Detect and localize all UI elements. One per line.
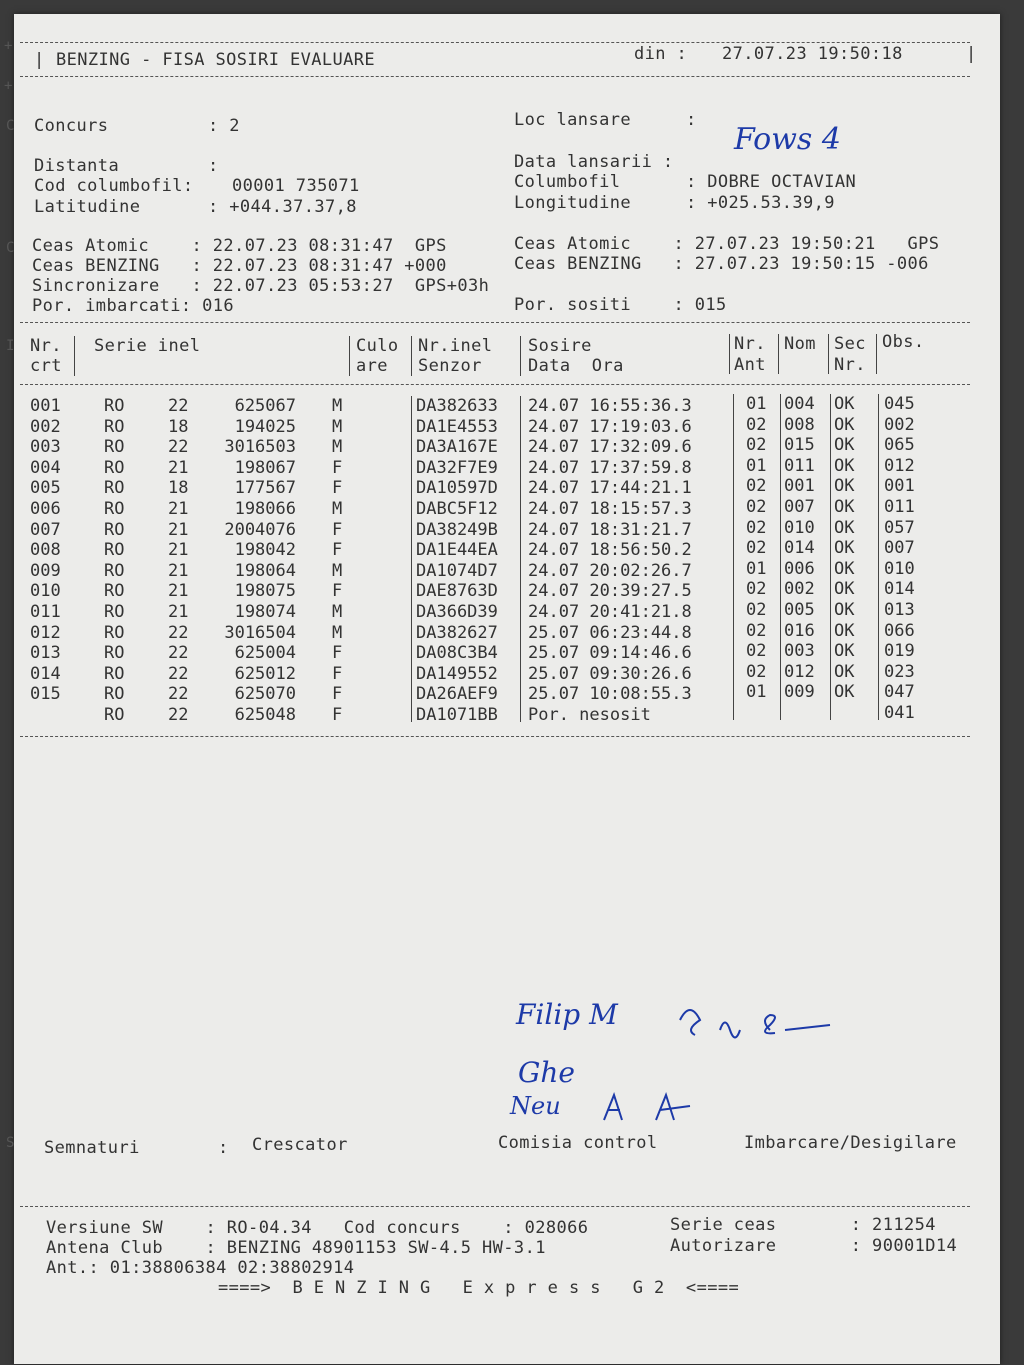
- cell-nr: 008: [30, 540, 61, 561]
- cell-sosire: 24.07 18:15:57.3: [528, 499, 692, 519]
- longitudine-value: : +025.53.39,9: [686, 193, 835, 213]
- signature-line-1: Filip M: [516, 998, 618, 1031]
- header-bar-left: |: [34, 50, 45, 70]
- cell-sec: OK: [834, 497, 855, 517]
- signature-line-2: Ghe: [518, 1056, 575, 1089]
- cell-tara: RO: [104, 643, 125, 664]
- separator-line: [20, 322, 970, 323]
- col-header-ant: Ant: [734, 355, 766, 375]
- cell-obs: 041: [884, 703, 915, 723]
- cell-ant: 02: [746, 414, 767, 435]
- serie-ceas: Serie ceas : 211254: [670, 1215, 936, 1235]
- cell-inel: 198075: [234, 581, 296, 602]
- cell-an: 21: [168, 602, 189, 622]
- cell-obs: 045: [884, 394, 915, 414]
- cell-sex: F: [332, 540, 343, 561]
- ceas-benzing-end: Ceas BENZING : 27.07.23 19:50:15 -006: [514, 254, 929, 274]
- col-separator: [876, 334, 877, 374]
- semnaturi-sep: :: [218, 1138, 229, 1158]
- col-header-serie-inel: Serie inel: [94, 336, 201, 356]
- cell-tara: RO: [104, 622, 125, 643]
- cell-obs: 002: [884, 414, 915, 435]
- cell-obs: 001: [884, 476, 915, 497]
- cell-sec: OK: [834, 517, 855, 538]
- cell-senzor: DA26AEF9: [416, 684, 498, 705]
- col-header-culoare: Culo: [356, 336, 399, 356]
- cell-senzor: DA1071BB: [416, 705, 498, 725]
- cell-inel: 198074: [234, 602, 296, 622]
- autorizare: Autorizare : 90001D14: [670, 1236, 958, 1256]
- cell-tara: RO: [104, 684, 125, 705]
- concurs-value: : 2: [208, 116, 240, 136]
- ceas-benzing-start: Ceas BENZING : 22.07.23 08:31:47 +000: [32, 256, 447, 276]
- cell-an: 21: [168, 540, 189, 561]
- cell-senzor: DA3A167E: [416, 437, 498, 458]
- cell-ant: 02: [746, 497, 767, 517]
- cell-ant: 02: [746, 661, 767, 682]
- col-header-nom: Nom: [784, 334, 816, 354]
- columbofil-value: : DOBRE OCTAVIAN: [686, 172, 857, 192]
- distanta-sep: :: [208, 156, 219, 176]
- cell-inel: 3016503: [224, 437, 296, 458]
- cell-nom: 010: [784, 517, 815, 538]
- separator-line: [20, 736, 970, 737]
- col-header-culoare-2: are: [356, 356, 388, 376]
- cell-an: 22: [168, 684, 189, 705]
- cell-sex: M: [332, 416, 343, 437]
- cell-an: 21: [168, 519, 189, 540]
- cell-sex: F: [332, 705, 343, 725]
- cell-sec: OK: [834, 579, 855, 600]
- loc-lansare-handwritten: Fows 4: [734, 122, 841, 157]
- cell-sec: OK: [834, 538, 855, 559]
- col-separator: [349, 336, 350, 376]
- cell-ant: 01: [746, 455, 767, 476]
- loc-lansare-sep: :: [686, 110, 697, 130]
- margin-mark: +: [4, 38, 13, 54]
- col-header-crt: crt: [30, 356, 62, 376]
- latitudine-value: : +044.37.37,8: [208, 197, 357, 217]
- margin-mark: S: [6, 1135, 15, 1151]
- cell-nom: 001: [784, 476, 815, 497]
- cell-sosire: 24.07 18:56:50.2: [528, 540, 692, 561]
- col-header-data-ora: Data Ora: [528, 356, 624, 376]
- cell-nom: 011: [784, 455, 815, 476]
- cell-nom: 005: [784, 600, 815, 620]
- cell-ant: 02: [746, 538, 767, 559]
- margin-mark: C: [6, 118, 15, 134]
- cell-an: 21: [168, 499, 189, 519]
- separator-line: [20, 1206, 970, 1207]
- versiune-sw: Versiune SW : RO-04.34 Cod concurs : 028066: [46, 1218, 589, 1238]
- cell-ant: 02: [746, 476, 767, 497]
- separator-line: [20, 76, 970, 77]
- cell-an: 21: [168, 560, 189, 581]
- cell-sec: OK: [834, 682, 855, 703]
- ceas-atomic-start: Ceas Atomic : 22.07.23 08:31:47 GPS: [32, 236, 447, 256]
- cell-sec: OK: [834, 435, 855, 456]
- data-lansarii-label: Data lansarii :: [514, 152, 674, 172]
- longitudine-label: Longitudine: [514, 193, 631, 213]
- cell-nom: 003: [784, 641, 815, 662]
- cell-senzor: DAE8763D: [416, 581, 498, 602]
- cell-senzor: DA366D39: [416, 602, 498, 622]
- cell-sosire: 24.07 17:32:09.6: [528, 437, 692, 458]
- cell-nr: 005: [30, 478, 61, 499]
- signature-scribble: [596, 1090, 716, 1130]
- page-title: BENZING - FISA SOSIRI EVALUARE: [56, 50, 376, 70]
- separator-line: [20, 384, 970, 385]
- cell-sec: OK: [834, 414, 855, 435]
- cell-nom: 012: [784, 661, 815, 682]
- col-separator: [520, 396, 521, 722]
- cell-an: 21: [168, 581, 189, 602]
- col-separator: [778, 334, 779, 374]
- sincronizare: Sincronizare : 22.07.23 05:53:27 GPS+03h: [32, 276, 490, 296]
- margin-mark: I: [6, 338, 15, 354]
- cell-obs: 065: [884, 435, 915, 456]
- cell-tara: RO: [104, 663, 125, 684]
- semnaturi-label: Semnaturi: [44, 1138, 140, 1158]
- cell-senzor: DA382633: [416, 396, 498, 416]
- cell-an: 22: [168, 663, 189, 684]
- latitudine-label: Latitudine: [34, 197, 141, 217]
- cell-sec: OK: [834, 600, 855, 620]
- col-separator: [729, 334, 730, 374]
- cell-ant: 02: [746, 620, 767, 641]
- cell-an: 22: [168, 705, 189, 725]
- cell-inel: 198067: [234, 457, 296, 478]
- col-header-obs: Obs.: [882, 332, 925, 352]
- cell-sex: F: [332, 684, 343, 705]
- cell-nr: 009: [30, 560, 61, 581]
- cell-ant: 02: [746, 435, 767, 456]
- cell-sosire: 24.07 17:37:59.8: [528, 457, 692, 478]
- cell-sosire: 25.07 09:14:46.6: [528, 643, 692, 664]
- cell-sex: F: [332, 663, 343, 684]
- cell-sosire: 25.07 06:23:44.8: [528, 622, 692, 643]
- cell-ant: 02: [746, 600, 767, 620]
- cell-tara: RO: [104, 416, 125, 437]
- cell-sex: M: [332, 499, 343, 519]
- cell-tara: RO: [104, 437, 125, 458]
- cell-inel: 625070: [234, 684, 296, 705]
- antene: Ant.: 01:38806384 02:38802914: [46, 1258, 355, 1278]
- cell-sec: OK: [834, 455, 855, 476]
- print-date: 27.07.23 19:50:18: [722, 44, 903, 64]
- cell-tara: RO: [104, 560, 125, 581]
- cell-inel: 2004076: [224, 519, 296, 540]
- cell-inel: 625012: [234, 663, 296, 684]
- cell-nr: 014: [30, 663, 61, 684]
- concurs-label: Concurs: [34, 116, 109, 136]
- cell-obs: 012: [884, 455, 915, 476]
- col-header-senzor: Senzor: [418, 356, 482, 376]
- cell-sosire: Por. nesosit: [528, 705, 651, 725]
- cell-obs: 047: [884, 682, 915, 703]
- cell-senzor: DA149552: [416, 663, 498, 684]
- cell-tara: RO: [104, 457, 125, 478]
- cell-sosire: 24.07 20:39:27.5: [528, 581, 692, 602]
- porumbei-sositi: Por. sositi : 015: [514, 295, 727, 315]
- cell-nr: 015: [30, 684, 61, 705]
- cell-nr: 004: [30, 457, 61, 478]
- cell-sosire: 24.07 17:44:21.1: [528, 478, 692, 499]
- cod-columbofil-label: Cod columbofil:: [34, 176, 194, 196]
- cell-obs: 023: [884, 661, 915, 682]
- antena-club: Antena Club : BENZING 48901153 SW-4.5 HW-3.1: [46, 1238, 546, 1258]
- cell-nr: 003: [30, 437, 61, 458]
- porumbei-imbarcati: Por. imbarcati: 016: [32, 296, 235, 316]
- cell-sosire: 24.07 20:02:26.7: [528, 560, 692, 581]
- col-header-nr-inel: Nr.inel: [418, 336, 493, 356]
- cell-obs: 057: [884, 517, 915, 538]
- cell-inel: 625067: [234, 396, 296, 416]
- cell-sex: M: [332, 560, 343, 581]
- col-header-sec: Sec: [834, 334, 866, 354]
- cell-ant: 01: [746, 394, 767, 414]
- cell-inel: 625048: [234, 705, 296, 725]
- cell-obs: 013: [884, 600, 915, 620]
- cell-nr: 013: [30, 643, 61, 664]
- cell-sosire: 25.07 09:30:26.6: [528, 663, 692, 684]
- cell-sex: M: [332, 602, 343, 622]
- date-label: din :: [634, 44, 688, 64]
- crescator-label: Crescator: [252, 1135, 348, 1155]
- cell-sex: M: [332, 437, 343, 458]
- cell-nom: 014: [784, 538, 815, 559]
- cell-obs: 019: [884, 641, 915, 662]
- col-header-sec-nr: Nr.: [834, 355, 866, 375]
- cell-sosire: 25.07 10:08:55.3: [528, 684, 692, 705]
- cell-obs: 011: [884, 497, 915, 517]
- cell-obs: 066: [884, 620, 915, 641]
- cell-sex: F: [332, 519, 343, 540]
- cell-senzor: DA1E44EA: [416, 540, 498, 561]
- col-separator: [411, 396, 412, 722]
- signature-line-3: Neu: [510, 1092, 561, 1120]
- margin-mark: C: [6, 240, 15, 256]
- col-separator: [878, 394, 879, 720]
- cell-ant: 01: [746, 558, 767, 579]
- cell-an: 18: [168, 478, 189, 499]
- cell-senzor: DA1E4553: [416, 416, 498, 437]
- cell-tara: RO: [104, 499, 125, 519]
- cell-inel: 3016504: [224, 622, 296, 643]
- comisia-control-label: Comisia control: [498, 1133, 658, 1153]
- cell-sex: F: [332, 457, 343, 478]
- cell-sosire: 24.07 18:31:21.7: [528, 519, 692, 540]
- col-separator: [74, 336, 75, 376]
- cell-senzor: DA10597D: [416, 478, 498, 499]
- cell-nom: 016: [784, 620, 815, 641]
- cell-sex: F: [332, 643, 343, 664]
- cell-senzor: DA1074D7: [416, 560, 498, 581]
- brand-line: ====> B E N Z I N G E x p r e s s G 2 <====: [218, 1278, 740, 1298]
- cell-sosire: 24.07 17:19:03.6: [528, 416, 692, 437]
- col-separator: [733, 394, 734, 720]
- cell-sosire: 24.07 16:55:36.3: [528, 396, 692, 416]
- cell-sec: OK: [834, 476, 855, 497]
- cell-an: 22: [168, 643, 189, 664]
- cell-ant: 02: [746, 641, 767, 662]
- cell-senzor: DA382627: [416, 622, 498, 643]
- cell-an: 22: [168, 396, 189, 416]
- cell-nom: 006: [784, 558, 815, 579]
- cell-ant: 02: [746, 579, 767, 600]
- cell-tara: RO: [104, 396, 125, 416]
- margin-mark: +: [4, 78, 13, 94]
- col-separator: [830, 394, 831, 720]
- cell-ant: 01: [746, 682, 767, 703]
- signature-scribble: [660, 990, 840, 1060]
- cell-nom: 015: [784, 435, 815, 456]
- col-separator: [780, 394, 781, 720]
- cell-nr: 006: [30, 499, 61, 519]
- cell-tara: RO: [104, 478, 125, 499]
- cell-tara: RO: [104, 519, 125, 540]
- columbofil-label: Columbofil: [514, 172, 621, 192]
- cell-nom: 002: [784, 579, 815, 600]
- cell-nr: 007: [30, 519, 61, 540]
- cell-an: 22: [168, 437, 189, 458]
- col-separator: [828, 334, 829, 374]
- cell-senzor: DABC5F12: [416, 499, 498, 519]
- ceas-atomic-end: Ceas Atomic : 27.07.23 19:50:21 GPS: [514, 234, 940, 254]
- col-separator: [411, 336, 412, 376]
- cell-inel: 198042: [234, 540, 296, 561]
- cell-sex: F: [332, 478, 343, 499]
- cell-tara: RO: [104, 602, 125, 622]
- col-header-sosire: Sosire: [528, 336, 592, 356]
- cell-sex: M: [332, 396, 343, 416]
- cell-sec: OK: [834, 641, 855, 662]
- separator-line: [20, 42, 970, 43]
- cell-obs: 010: [884, 558, 915, 579]
- cell-senzor: DA08C3B4: [416, 643, 498, 664]
- cell-tara: RO: [104, 581, 125, 602]
- col-header-nr: Nr.: [30, 336, 62, 356]
- cell-inel: 198066: [234, 499, 296, 519]
- cell-sex: M: [332, 622, 343, 643]
- cell-nr: 012: [30, 622, 61, 643]
- cell-sec: OK: [834, 558, 855, 579]
- cell-sec: OK: [834, 394, 855, 414]
- loc-lansare-label: Loc lansare: [514, 110, 631, 130]
- cell-ant: 02: [746, 517, 767, 538]
- cell-nr: 010: [30, 581, 61, 602]
- cell-obs: 014: [884, 579, 915, 600]
- cell-an: 22: [168, 622, 189, 643]
- cell-senzor: DA38249B: [416, 519, 498, 540]
- cell-sec: OK: [834, 620, 855, 641]
- cell-sec: OK: [834, 661, 855, 682]
- cell-inel: 194025: [234, 416, 296, 437]
- header-bar-right: |: [966, 44, 977, 64]
- cell-senzor: DA32F7E9: [416, 457, 498, 478]
- cell-nr: 002: [30, 416, 61, 437]
- cell-an: 21: [168, 457, 189, 478]
- cell-inel: 198064: [234, 560, 296, 581]
- distanta-label: Distanta: [34, 156, 120, 176]
- cod-columbofil-value: 00001 735071: [232, 176, 360, 196]
- cell-obs: 007: [884, 538, 915, 559]
- cell-nr: 011: [30, 602, 61, 622]
- cell-nom: 008: [784, 414, 815, 435]
- cell-inel: 625004: [234, 643, 296, 664]
- cell-tara: RO: [104, 540, 125, 561]
- imbarcare-label: Imbarcare/Desigilare: [744, 1133, 957, 1153]
- cell-nr: 001: [30, 396, 61, 416]
- cell-inel: 177567: [234, 478, 296, 499]
- col-header-nr-ant: Nr.: [734, 334, 766, 354]
- cell-an: 18: [168, 416, 189, 437]
- cell-nom: 004: [784, 394, 815, 414]
- cell-nom: 007: [784, 497, 815, 517]
- cell-sosire: 24.07 20:41:21.8: [528, 602, 692, 622]
- col-separator: [520, 336, 521, 376]
- cell-sex: F: [332, 581, 343, 602]
- cell-nom: 009: [784, 682, 815, 703]
- cell-tara: RO: [104, 705, 125, 725]
